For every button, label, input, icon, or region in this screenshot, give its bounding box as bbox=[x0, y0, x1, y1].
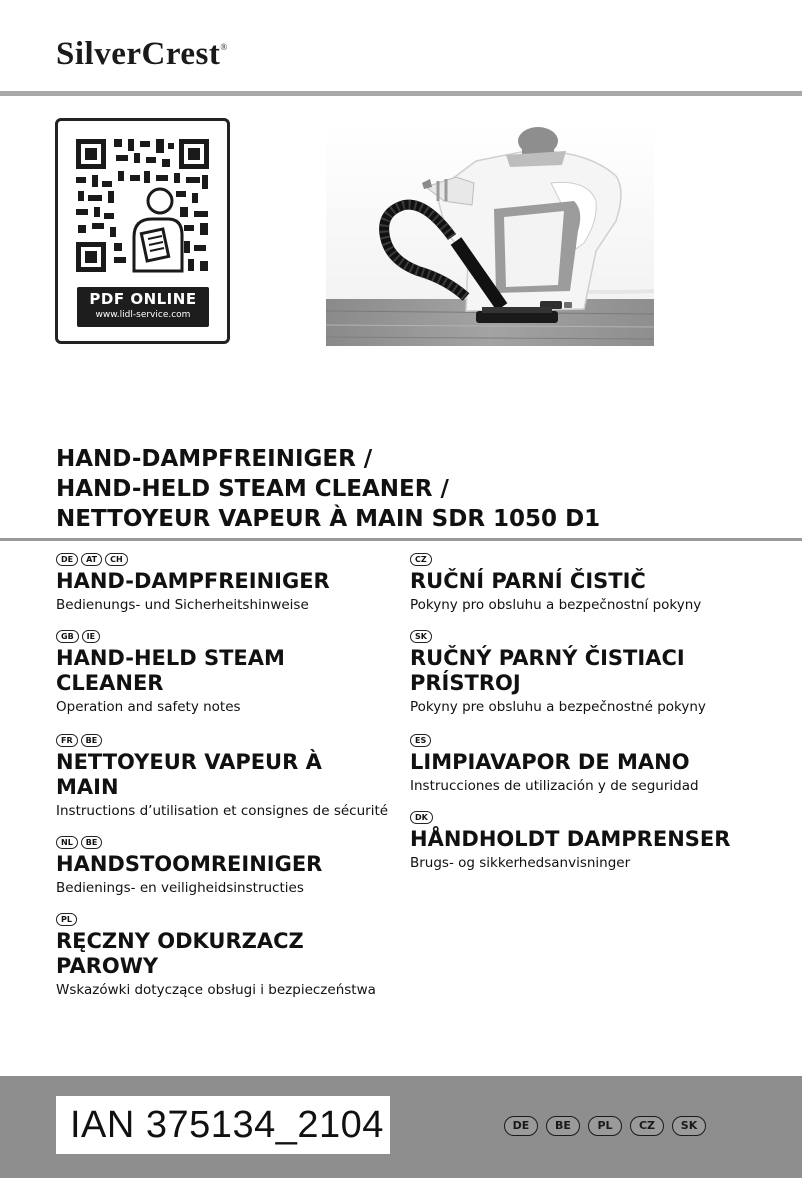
language-block-cz[interactable] bbox=[410, 553, 780, 614]
country-badges bbox=[410, 811, 780, 826]
language-title: HAND-DAMPFREINIGER bbox=[56, 569, 330, 593]
country-badge: BE bbox=[81, 734, 103, 747]
country-badge: ES bbox=[410, 734, 431, 747]
languages-right-column bbox=[410, 553, 780, 887]
country-badge: IE bbox=[82, 630, 100, 643]
country-badge: CH bbox=[105, 553, 128, 566]
ian-number: IAN 375134_2104 bbox=[56, 1096, 390, 1154]
language-title: RĘCZNY ODKURZACZ PAROWY bbox=[56, 929, 304, 978]
language-subtitle: Bedienings- en veiligheidsinstructies bbox=[56, 880, 304, 896]
language-block-dk[interactable] bbox=[410, 811, 780, 872]
language-title: RUČNÝ PARNÝ ČISTIACI PRÍSTROJ bbox=[410, 646, 685, 695]
languages-left-column bbox=[56, 553, 396, 1014]
country-badge: DE bbox=[56, 553, 78, 566]
pdf-online-url: www.lidl-service.com bbox=[95, 310, 191, 320]
language-title: RUČNÍ PARNÍ ČISTIČ bbox=[410, 569, 646, 593]
country-badge: DK bbox=[410, 811, 433, 824]
country-badges bbox=[56, 913, 396, 928]
country-badge: NL bbox=[56, 836, 78, 849]
pdf-online-badge[interactable] bbox=[77, 287, 209, 327]
country-badges bbox=[56, 836, 396, 851]
country-badge: PL bbox=[56, 913, 77, 926]
main-title bbox=[56, 444, 600, 534]
main-title-line1: HAND-DAMPFREINIGER / bbox=[56, 446, 373, 472]
language-block-sk[interactable] bbox=[410, 630, 780, 716]
language-block-nl[interactable] bbox=[56, 836, 396, 897]
language-subtitle: Instructions d’utilisation et consignes de sécurité bbox=[56, 803, 389, 819]
main-title-line2: HAND-HELD STEAM CLEANER / bbox=[56, 476, 449, 502]
language-block-gb[interactable] bbox=[56, 630, 396, 716]
language-block-fr[interactable] bbox=[56, 734, 396, 820]
country-badges bbox=[56, 630, 396, 645]
logo-text: SilverCrest bbox=[56, 36, 221, 72]
country-badge: BE bbox=[81, 836, 103, 849]
main-title-line3: NETTOYEUR VAPEUR À MAIN SDR 1050 D1 bbox=[56, 506, 601, 532]
footer-country-badge: PL bbox=[588, 1116, 622, 1136]
qr-code-icon bbox=[72, 135, 213, 276]
language-subtitle: Instrucciones de utilización y de seguridad bbox=[410, 778, 699, 794]
country-badges bbox=[410, 734, 780, 749]
top-divider bbox=[0, 91, 802, 96]
country-badges bbox=[410, 630, 780, 645]
country-badge: AT bbox=[81, 553, 102, 566]
footer-country-badge: CZ bbox=[630, 1116, 664, 1136]
language-subtitle: Wskazówki dotyczące obsługi i bezpieczeństwa bbox=[56, 982, 376, 998]
qr-code-card[interactable] bbox=[55, 118, 230, 344]
country-badge: CZ bbox=[410, 553, 432, 566]
footer-country-badge: BE bbox=[546, 1116, 580, 1136]
language-title: HANDSTOOMREINIGER bbox=[56, 852, 323, 876]
language-title: NETTOYEUR VAPEUR À MAIN bbox=[56, 750, 322, 799]
country-badge: GB bbox=[56, 630, 79, 643]
language-block-de[interactable] bbox=[56, 553, 396, 614]
country-badges bbox=[56, 553, 396, 568]
language-subtitle: Pokyny pre obsluhu a bezpečnostné pokyny bbox=[410, 699, 706, 715]
product-photo bbox=[326, 121, 654, 346]
language-subtitle: Operation and safety notes bbox=[56, 699, 241, 715]
country-badges bbox=[410, 553, 780, 568]
language-block-es[interactable] bbox=[410, 734, 780, 795]
footer-country-badges bbox=[504, 1116, 706, 1136]
registered-mark: ® bbox=[220, 42, 228, 52]
pdf-online-title: PDF ONLINE bbox=[89, 290, 197, 308]
brand-logo bbox=[56, 36, 228, 73]
language-title: HAND-HELD STEAM CLEANER bbox=[56, 646, 285, 695]
middle-divider bbox=[0, 538, 802, 541]
footer-country-badge: SK bbox=[672, 1116, 706, 1136]
language-block-pl[interactable] bbox=[56, 913, 396, 999]
language-title: HÅNDHOLDT DAMPRENSER bbox=[410, 827, 731, 851]
language-title: LIMPIAVAPOR DE MANO bbox=[410, 750, 690, 774]
language-subtitle: Brugs- og sikkerhedsanvisninger bbox=[410, 855, 631, 871]
language-subtitle: Pokyny pro obsluhu a bezpečnostní pokyny bbox=[410, 597, 702, 613]
country-badge: FR bbox=[56, 734, 78, 747]
country-badge: SK bbox=[410, 630, 432, 643]
footer-country-badge: DE bbox=[504, 1116, 538, 1136]
language-subtitle: Bedienungs- und Sicherheitshinweise bbox=[56, 597, 309, 613]
country-badges bbox=[56, 734, 396, 749]
